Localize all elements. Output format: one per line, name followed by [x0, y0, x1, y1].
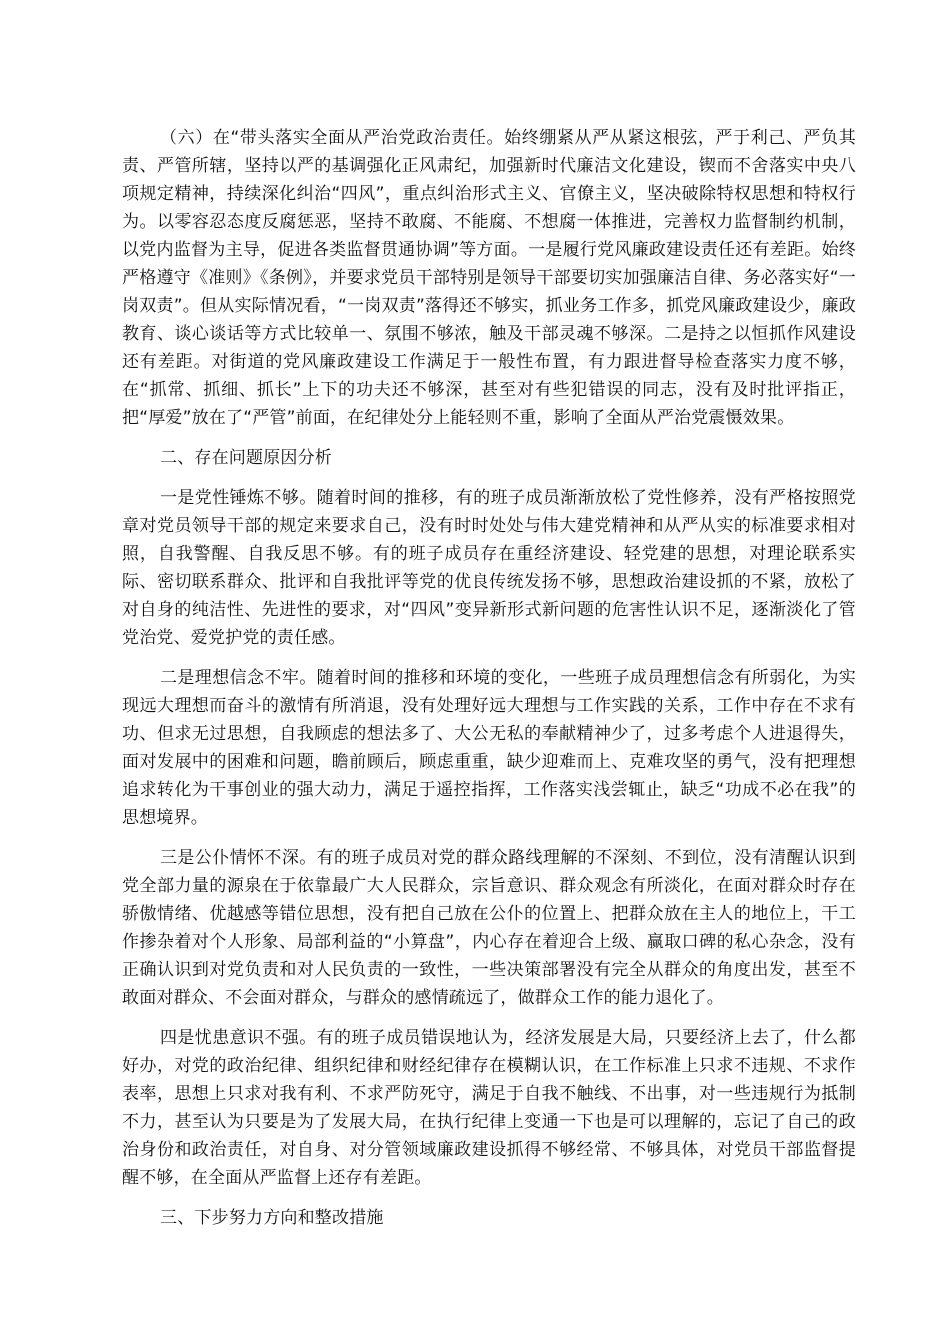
paragraph-public-servant: 三是公仆情怀不深。有的班子成员对党的群众路线理解的不深刻、不到位，没有清醒认识到党全部力量的源泉在于依靠最广大人民群众，宗旨意识、群众观念有所淡化，在面对群众时存在骄傲情绪、优越感等错位思想，没有把自己放在公仆的位置上、把群众放在主人的地位上，干工作掺杂着对个人形象、局部利益的“小算盘”，内心存在着迎合上级、赢取口碑的私心杂念，没有正确认识到对党负责和对人民负责的一致性，一些决策部署没有完全从群众的角度出发，甚至不敢面对群众、不会面对群众，与群众的感情疏远了，做群众工作的能力退化了。 [122, 848, 856, 1008]
paragraph-sense-of-crisis: 四是忧患意识不强。有的班子成员错误地认为，经济发展是大局，只要经济上去了，什么都好办，对党的政治纪律、组织纪律和财经纪律存在模糊认识，在工作标准上只求不违规、不求作表率，思想上只求对我有利、不求严防死守，满足于自我不触线、不出事，对一些违规行为抵制不力，甚至认为只要是为了发展大局，在执行纪律上变通一下也是可以理解的，忘记了自己的政治身份和政治责任，对自身、对分管领域廉政建设抓得不够经常、不够具体，对党员干部监督提醒不够，在全面从严监督上还存有差距。 [122, 1028, 856, 1188]
heading-problem-cause-analysis: 二、存在问题原因分析 [160, 448, 332, 468]
paragraph-ideals-beliefs: 二是理想信念不牢。随着时间的推移和环境的变化，一些班子成员理想信念有所弱化，为实现远大理想而奋斗的激情有所消退，没有处理好远大理想与工作实践的关系，工作中存在不求有功、但求无过思想，自我顾虑的想法多了、大公无私的奉献精神少了，过多考虑个人进退得失，面对发展中的困难和问题，瞻前顾后，顾虑重重，缺少迎难而上、克难攻坚的勇气，没有把理想追求转化为干事创业的强大动力，满足于遥控指挥，工作落实浅尝辄止，缺乏“功成不必在我”的思想境界。 [122, 668, 856, 828]
paragraph-section-six: （六）在“带头落实全面从严治党政治责任。始终绷紧从严从紧这根弦，严于利己、严负其责、严管所辖，坚持以严的基调强化正风肃纪，加强新时代廉洁文化建设，锲而不舍落实中央八项规定精神，持续深化纠治“四风”，重点纠治形式主义、官僚主义，坚决破除特权思想和特权行为。以零容忍态度反腐惩恶，坚持不敢腐、不能腐、不想腐一体推进，完善权力监督制约机制，以党内监督为主导，促进各类监督贯通协调”等方面。一是履行党风廉政建设责任还有差距。始终严格遵守《准则》《条例》，并要求党员干部特别是领导干部要切实加强廉洁自律、务必落实好“一岗双责”。但从实际情况看，“一岗双责”落得还不够实，抓业务工作多，抓党风廉政建设少，廉政教育、谈心谈话等方式比较单一、氛围不够浓，触及干部灵魂不够深。二是持之以恒抓作风建设还有差距。对街道的党风廉政建设工作满足于一般性布置，有力跟进督导检查落实力度不够，在“抓常、抓细、抓长”上下的功夫还不够深，甚至对有些犯错误的同志，没有及时批评指正，把“厚爱”放在了“严管”前面，在纪律处分上能轻则不重，影响了全面从严治党震慑效果。 [122, 128, 856, 428]
heading-next-steps: 三、下步努力方向和整改措施 [160, 1208, 384, 1228]
document-page [122, 124, 856, 1244]
paragraph-party-spirit: 一是党性锤炼不够。随着时间的推移，有的班子成员渐渐放松了党性修养，没有严格按照党章对党员领导干部的规定来要求自己，没有时时处处与伟大建党精神和从严从实的标准要求相对照，自我警醒、自我反思不够。有的班子成员存在重经济建设、轻党建的思想，对理论联系实际、密切联系群众、批评和自我批评等党的优良传统发扬不够，思想政治建设抓的不紧，放松了对自身的纯洁性、先进性的要求，对“四风”变异新形式新问题的危害性认识不足，逐渐淡化了管党治党、爱党护党的责任感。 [122, 488, 856, 648]
